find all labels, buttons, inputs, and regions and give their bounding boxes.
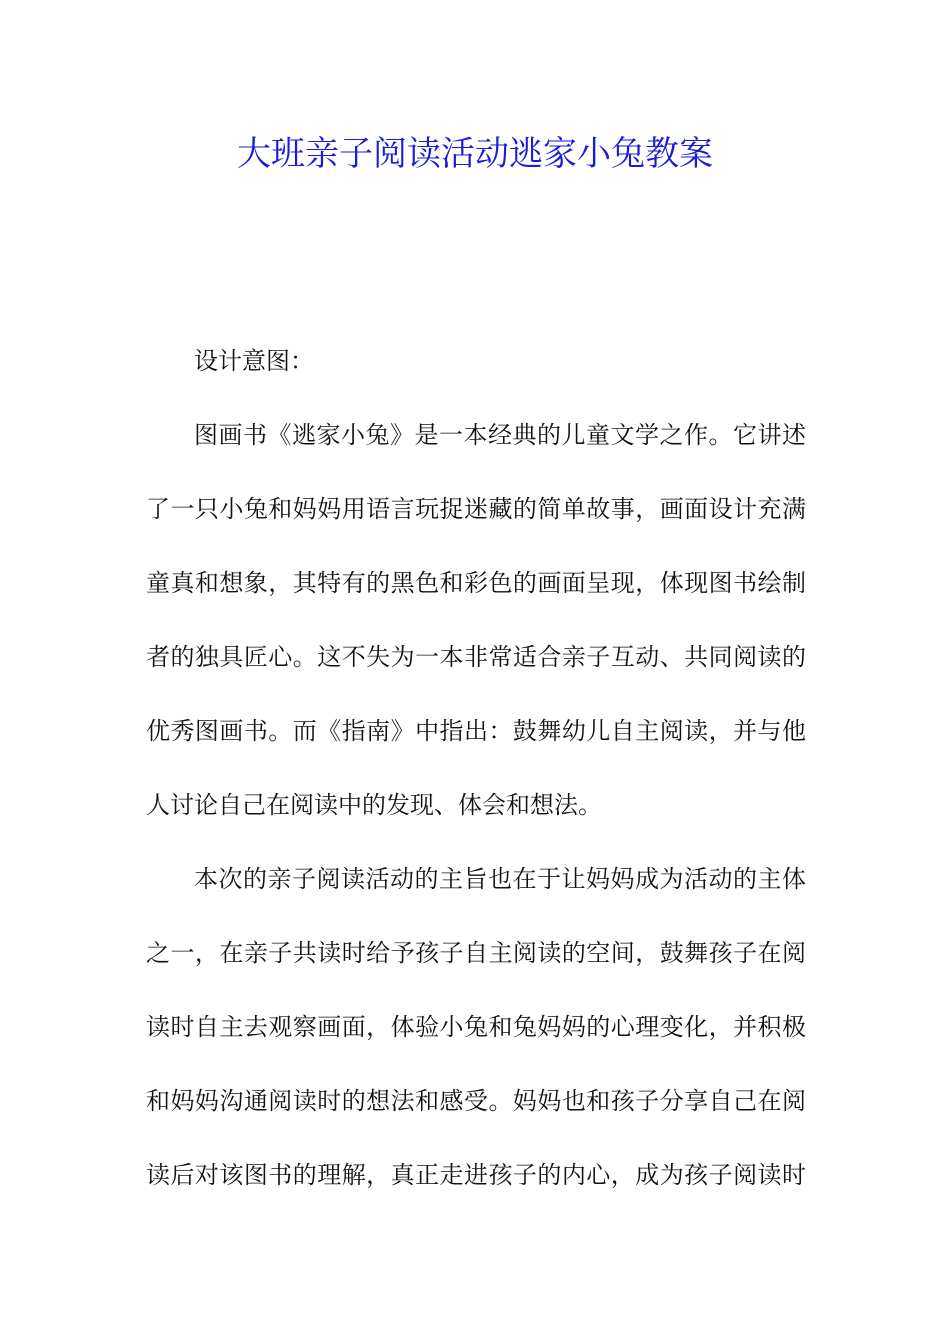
paragraph-line: 优秀图画书。而《指南》中指出：鼓舞幼儿自主阅读，并与他 (146, 717, 806, 745)
paragraph-line: 图画书《逃家小兔》是一本经典的儿童文学之作。它讲述 (194, 421, 806, 449)
paragraph-line: 了一只小兔和妈妈用语言玩捉迷藏的简单故事，画面设计充满 (146, 495, 806, 523)
paragraph-line: 读时自主去观察画面，体验小兔和兔妈妈的心理变化，并积极 (146, 1013, 806, 1041)
document-title: 大班亲子阅读活动逃家小兔教案 (237, 134, 713, 174)
paragraph-line: 人讨论自己在阅读中的发现、体会和想法。 (146, 791, 602, 819)
paragraph-line: 本次的亲子阅读活动的主旨也在于让妈妈成为活动的主体 (194, 865, 806, 893)
paragraph-line: 之一，在亲子共读时给予孩子自主阅读的空间，鼓舞孩子在阅 (146, 939, 806, 967)
document-body (146, 338, 806, 1226)
paragraph-line: 童真和想象，其特有的黑色和彩色的画面呈现，体现图书绘制 (146, 569, 806, 597)
paragraph-line: 读后对该图书的理解，真正走进孩子的内心，成为孩子阅读时 (146, 1161, 806, 1189)
paragraph-line: 和妈妈沟通阅读时的想法和感受。妈妈也和孩子分享自己在阅 (146, 1087, 806, 1115)
paragraph-line: 者的独具匠心。这不失为一本非常适合亲子互动、共同阅读的 (146, 643, 806, 671)
section-heading: 设计意图： (194, 347, 314, 375)
